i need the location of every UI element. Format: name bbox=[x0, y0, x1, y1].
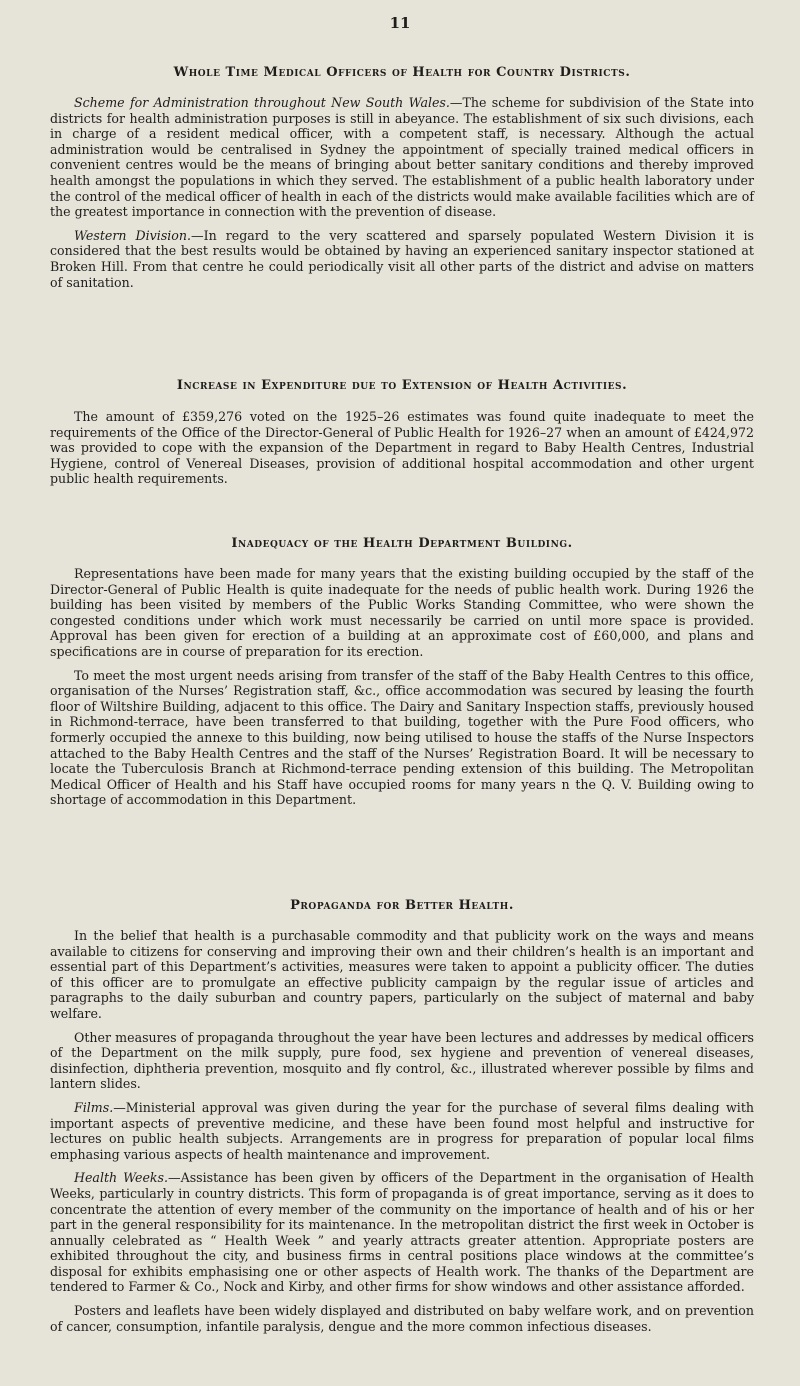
paragraph-lead: Films. bbox=[74, 1099, 114, 1115]
section-body-building bbox=[50, 566, 754, 808]
section-heading-expenditure: Increase in Expenditure due to Extension of Health Activities. bbox=[176, 378, 628, 393]
paragraph-text: To meet the most urgent needs arising from transfer of the staff of the Baby Health Centres to this office, organisation of the Nurses’ Registration staff, &c., office accommodation was secured by leasing the fourth floor of Wiltshire Building, adjacent to this office. The Dairy and Sanitary Inspection staffs, previously housed in Richmond-terrace, have been transferred to that building, together with the Pure Food officers, who formerly occupied the annexe to this building, now being utilised to house the staffs of the Nurse Inspectors attached to the Baby Health Centres and the staff of the Nurses’ Registration Board. It will be necessary to locate the Tuberculosis Branch at Richmond-terrace pending extension of this building. The Metropolitan Medical Officer of Health and his Staff have occupied rooms for many years n the Q. V. Building owing to shortage of accommodation in this Department. bbox=[50, 667, 754, 808]
paragraph-text: Representations have been made for many years that the existing building occupied by the staff of the Director-General of Public Health is quite inadequate for the needs of public health work. During 1926 the building has been visited by members of the Public Works Standing Committee, who were shown the congested conditions under which work must necessarily be carried on until more space is provided. Approval has been given for erection of a building at an approximate cost of £60,000, and plans and specifications are in course of preparation for its erection. bbox=[50, 566, 754, 659]
paragraph-western-division bbox=[50, 228, 754, 290]
paragraph-text: —In regard to the very scattered and sparsely populated Western Division it is considered that the best results would be obtained by having an experienced sanitary inspector stationed at Broken Hill. From that centre he could periodically visit all other parts of the district and advise on matters of sanitation. bbox=[50, 227, 754, 290]
paragraph-publicity bbox=[50, 928, 754, 1022]
paragraph-lectures bbox=[50, 1030, 754, 1092]
paragraph-lead: Scheme for Administration throughout New South Wales. bbox=[74, 95, 450, 110]
section-heading-propaganda: Propaganda for Better Health. bbox=[290, 898, 514, 913]
paragraph-text: Other measures of propaganda throughout the year have been lectures and addresses by medical officers of the Department on the milk supply, pure food, sex hygiene and prevention of venereal diseases, disinfection, diphtheria prevention, mosquito and fly control, &c., illustrated wherever possible by films and lantern slides. bbox=[50, 1029, 754, 1092]
paragraph-films bbox=[50, 1100, 754, 1162]
paragraph-text: —Ministerial approval was given during the year for the purchase of several films dealing with important aspects of preventive medicine, and these have been found most helpful and instructive for lectures on public health subjects. Arrangements are in progress for preparation of popular local films emphasing various aspects of health maintenance and improvement. bbox=[50, 1099, 754, 1162]
section-body-propaganda bbox=[50, 928, 754, 1334]
paragraph-lead: Western Division. bbox=[74, 227, 192, 243]
paragraph-health-weeks bbox=[50, 1170, 754, 1295]
section-body-medical-officers bbox=[50, 95, 754, 290]
paragraph-text: In the belief that health is a purchasable commodity and that publicity work on the ways and means available to citizens for conserving and improving their own and their children’s health is an important and essential part of this Department’s activities, measures were taken to appoint a publicity officer. The duties of this officer are to promulgate an effective publicity campaign by the regular issue of articles and paragraphs to the daily suburban and country papers, particularly on the subject of maternal and baby welfare. bbox=[50, 928, 754, 1021]
paragraph-text: —The scheme for subdivision of the State into districts for health administration purposes is still in abeyance. The establishment of six such divisions, each in charge of a resident medical officer, with a competent staff, is necessary. Although the actual administration would be centralised in Sydney the appointment of specially trained medical officers in convenient centres would be the means of bringing about better sanitary conditions and thereby improved health amongst the populations in which they served. The establishment of a public health laboratory under the control of the medical officer of health in each of the districts would make available facilities which are of the greatest importance in connection with the prevention of disease. bbox=[50, 95, 754, 220]
paragraph-accommodation bbox=[50, 668, 754, 808]
paragraph-lead: Health Weeks. bbox=[74, 1170, 169, 1186]
paragraph-text: —Assistance has been given by officers of the Department in the organisation of Health Weeks, particularly in country districts. This form of propaganda is of great importance, serving as it does to concentrate the attention of every member of the community on the importance of health and of his or her part in the general responsibility for its maintenance. In the metropolitan district the first week in October is annually celebrated as “ Health Week ” and yearly attracts greater attention. Appropriate posters are exhibited throughout the city, and business firms in central positions place windows at the committee’s disposal for exhibits emphasising one or other aspects of Health work. The thanks of the Department are tendered to Farmer & Co., Nock and Kirby, and other firms for show windows and other assistance afforded. bbox=[50, 1170, 754, 1295]
paragraph-text: Posters and leaflets have been widely displayed and distributed on baby welfare work, and on prevention of cancer, consumption, infantile paralysis, dengue and the more common infectious diseases. bbox=[50, 1303, 754, 1334]
paragraph-posters bbox=[50, 1303, 754, 1334]
paragraph-text: The amount of £359,276 voted on the 1925–26 estimates was found quite inadequate to meet the requirements of the Office of the Director-General of Public Health for 1926–27 when an amount of £424,972 was provided to cope with the expansion of the Department in regard to Baby Health Centres, Industrial Hygiene, control of Venereal Diseases, provision of additional hospital accommodation and other urgent public health requirements. bbox=[50, 409, 754, 487]
page-number: 11 bbox=[389, 14, 411, 32]
section-body-expenditure bbox=[50, 409, 754, 487]
paragraph-representations bbox=[50, 566, 754, 660]
paragraph-scheme bbox=[50, 95, 754, 220]
paragraph-expenditure bbox=[50, 409, 754, 487]
section-heading-medical-officers: Whole Time Medical Officers of Health for Country Districts. bbox=[173, 65, 631, 80]
section-heading-building: Inadequacy of the Health Department Building. bbox=[231, 536, 573, 551]
